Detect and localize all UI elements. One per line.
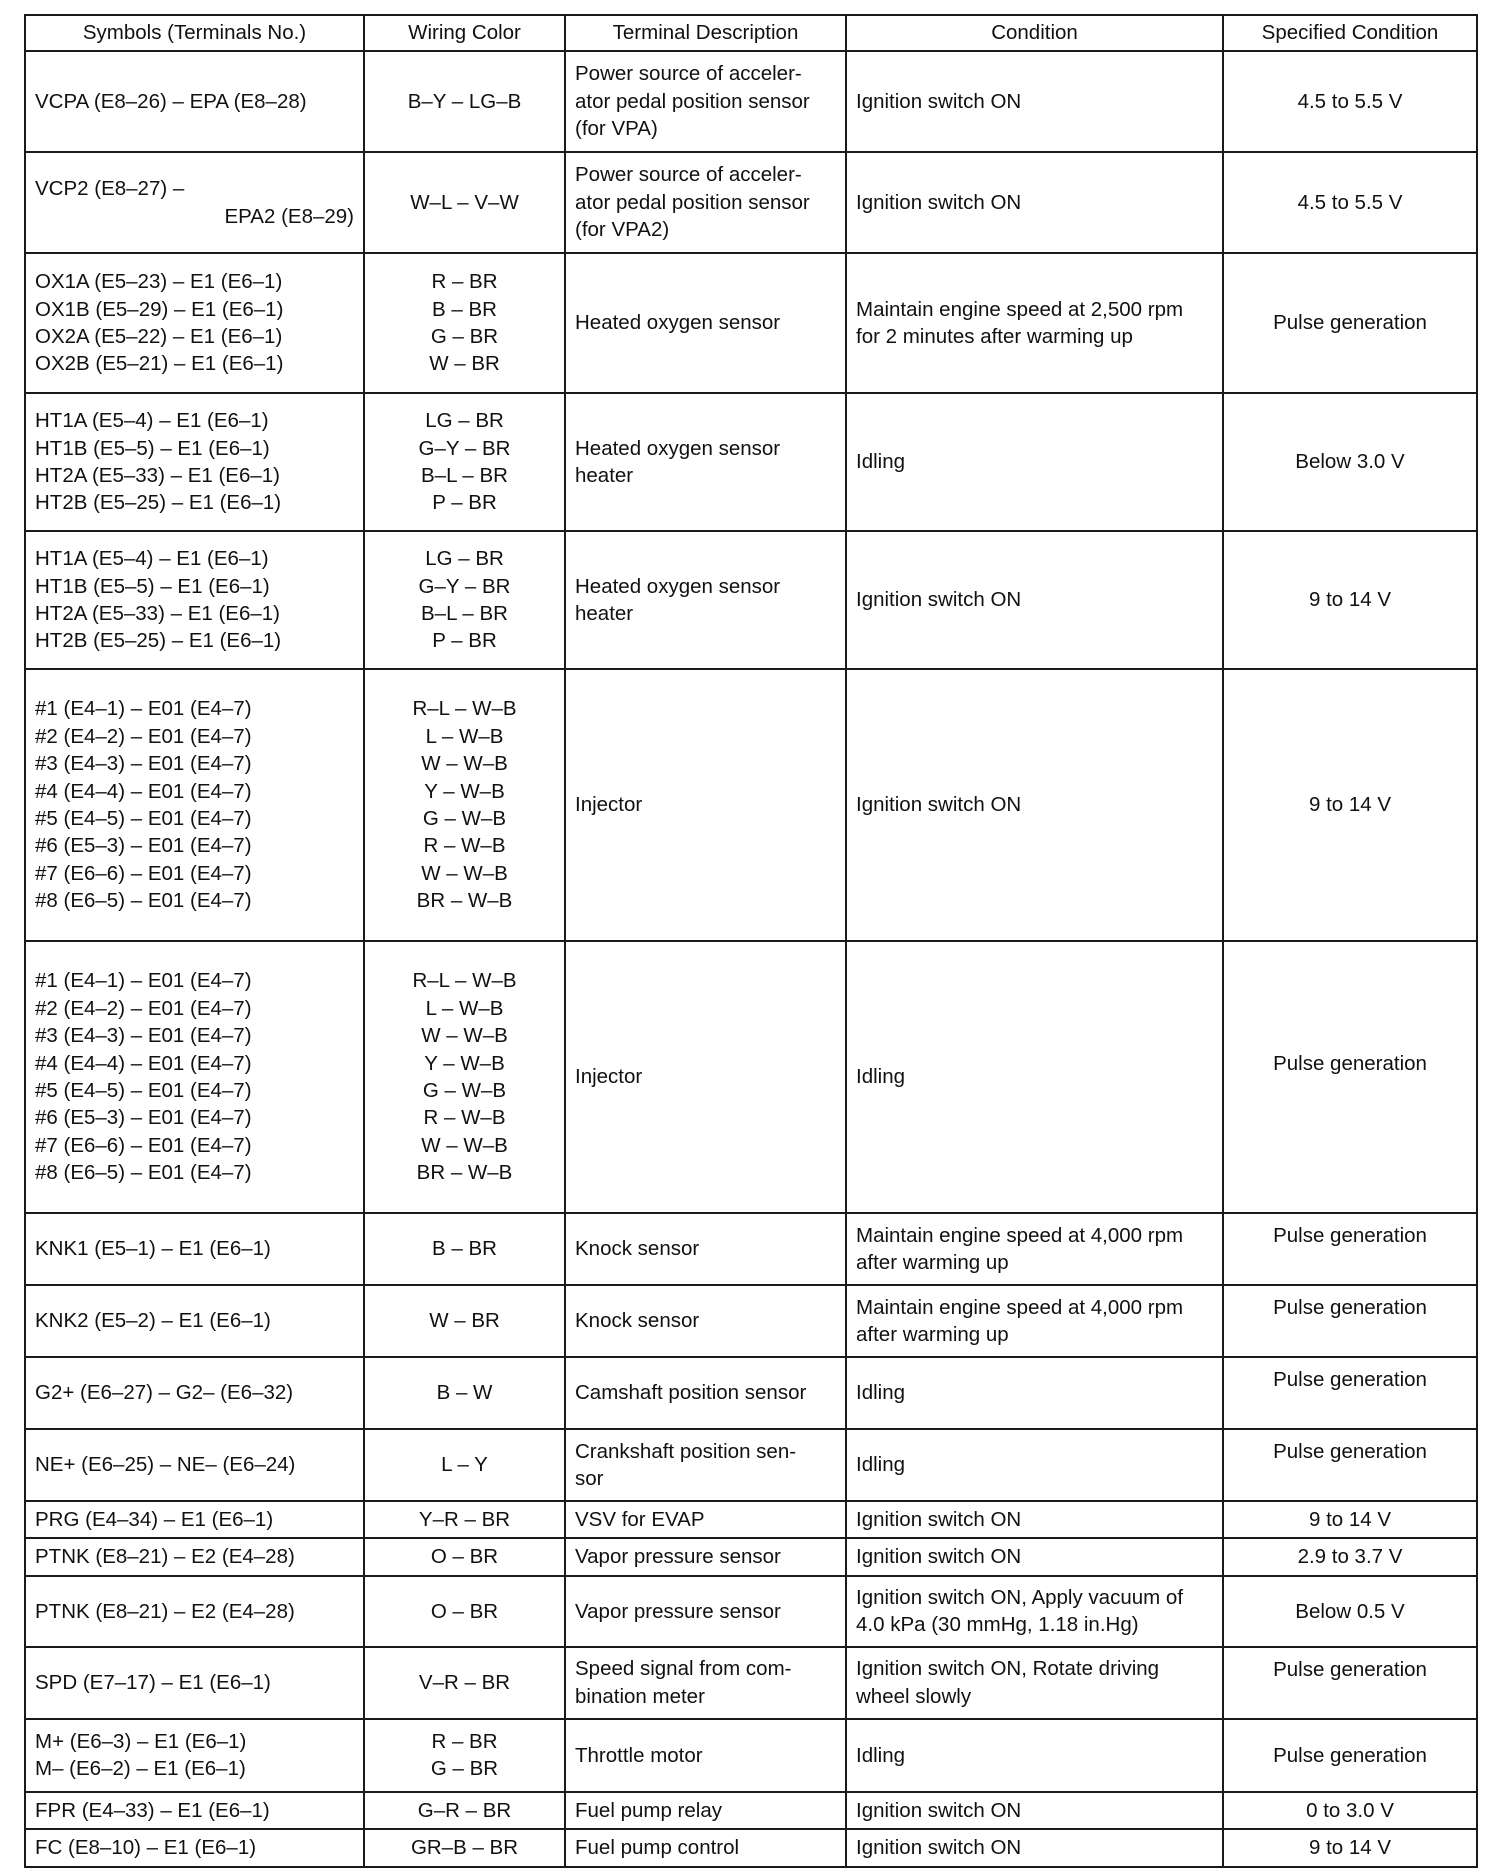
symbol-line: HT2A (E5–33) – E1 (E6–1) — [35, 602, 280, 625]
symbol-line: #8 (E6–5) – E01 (E4–7) — [35, 1161, 252, 1185]
wiring-cell — [364, 1792, 565, 1829]
wiring-cell — [364, 1576, 565, 1647]
wiring-line: G–Y – BR — [418, 436, 511, 460]
ecu-terminal-table — [24, 14, 1478, 1868]
description-cell — [565, 669, 846, 941]
table-row — [25, 1576, 1477, 1647]
wiring-line: L – Y — [441, 1453, 488, 1477]
condition-line: after warming up — [856, 1323, 1009, 1346]
condition-line: Ignition switch ON — [856, 1798, 1022, 1822]
wiring-cell — [364, 1647, 565, 1719]
description-cell — [565, 1538, 846, 1575]
spec-cell: Pulse generation — [1223, 1647, 1477, 1719]
header-specified-condition: Specified Condition — [1223, 15, 1477, 51]
table-row — [25, 393, 1477, 531]
symbol-line: #2 (E4–2) – E01 (E4–7) — [35, 996, 252, 1020]
wiring-cell — [364, 1213, 565, 1285]
table-row — [25, 1429, 1477, 1501]
wiring-line: W – W–B — [421, 1133, 508, 1157]
description-cell — [565, 1719, 846, 1792]
wiring-line: L – W–B — [425, 724, 504, 748]
symbols-cell — [25, 152, 364, 253]
spec-cell: Pulse generation — [1223, 1357, 1477, 1429]
wiring-cell — [364, 51, 565, 152]
wiring-line: R–L – W–B — [412, 697, 517, 721]
symbol-line: #8 (E6–5) – E01 (E4–7) — [35, 889, 252, 913]
symbol-line: PTNK (E8–21) – E2 (E4–28) — [35, 1545, 295, 1569]
condition-cell — [846, 1829, 1223, 1866]
spec-cell: 4.5 to 5.5 V — [1223, 51, 1477, 152]
symbol-line: #6 (E5–3) – E01 (E4–7) — [35, 1106, 252, 1130]
wiring-cell — [364, 1829, 565, 1866]
symbols-cell — [25, 531, 364, 669]
condition-cell — [846, 1792, 1223, 1829]
condition-line: for 2 minutes after warming up — [856, 325, 1133, 348]
table-row — [25, 152, 1477, 253]
table-row — [25, 1538, 1477, 1575]
description-line: Crankshaft position sen- — [575, 1439, 797, 1463]
condition-cell — [846, 152, 1223, 253]
wiring-line: GR–B – BR — [410, 1836, 519, 1860]
symbol-line: OX2B (E5–21) – E1 (E6–1) — [35, 352, 284, 376]
table-row — [25, 531, 1477, 669]
spec-cell: Pulse generation — [1223, 1429, 1477, 1501]
symbol-line: M+ (E6–3) – E1 (E6–1) — [35, 1729, 247, 1753]
symbols-cell — [25, 1213, 364, 1285]
symbols-cell — [25, 253, 364, 393]
wiring-line: R – W–B — [423, 1106, 506, 1130]
wiring-line: LG – BR — [425, 409, 504, 433]
table-row — [25, 1285, 1477, 1357]
description-cell — [565, 941, 846, 1213]
wiring-cell — [364, 393, 565, 531]
wiring-cell — [364, 1538, 565, 1575]
wiring-line: B–Y – LG–B — [407, 89, 522, 113]
condition-line: Ignition switch ON, Apply vacuum of — [856, 1585, 1184, 1609]
wiring-line: BR – W–B — [416, 889, 513, 913]
description-cell — [565, 152, 846, 253]
description-line: Knock sensor — [575, 1237, 700, 1261]
table-row — [25, 1829, 1477, 1866]
symbols-cell — [25, 1792, 364, 1829]
condition-line: Ignition switch ON — [856, 1545, 1022, 1569]
wiring-line: G – BR — [430, 325, 499, 348]
symbols-cell — [25, 1357, 364, 1429]
wiring-line: R – BR — [431, 270, 498, 294]
symbol-line: FPR (E4–33) – E1 (E6–1) — [35, 1798, 270, 1822]
condition-cell — [846, 941, 1223, 1213]
symbol-line: VCP2 (E8–27) – — [35, 177, 185, 201]
description-line: (for VPA) — [575, 117, 658, 141]
condition-cell — [846, 1501, 1223, 1538]
condition-line: Maintain engine speed at 4,000 rpm — [856, 1223, 1184, 1247]
symbols-cell — [25, 1429, 364, 1501]
symbol-line: HT1A (E5–4) – E1 (E6–1) — [35, 409, 269, 433]
symbol-line: PTNK (E8–21) – E2 (E4–28) — [35, 1599, 295, 1623]
wiring-line: W – BR — [429, 1309, 500, 1333]
description-line: Fuel pump relay — [575, 1798, 722, 1822]
table-row — [25, 1719, 1477, 1792]
symbols-cell — [25, 1647, 364, 1719]
wiring-line: B – BR — [432, 1237, 497, 1261]
condition-cell — [846, 1357, 1223, 1429]
table-row — [25, 941, 1477, 1213]
condition-line: Idling — [856, 1065, 906, 1089]
wiring-line: W – W–B — [421, 752, 508, 776]
condition-line: Ignition switch ON — [856, 588, 1022, 612]
condition-cell — [846, 1647, 1223, 1719]
table-row — [25, 1501, 1477, 1538]
wiring-cell — [364, 531, 565, 669]
condition-line: after warming up — [856, 1251, 1009, 1274]
wiring-line: LG – BR — [425, 547, 504, 571]
condition-cell — [846, 1213, 1223, 1285]
description-line: heater — [575, 602, 634, 625]
description-cell — [565, 1285, 846, 1357]
symbols-cell — [25, 1576, 364, 1647]
condition-cell — [846, 1285, 1223, 1357]
wiring-line: G – W–B — [422, 807, 507, 830]
condition-line: Idling — [856, 1381, 906, 1405]
wiring-line: R – BR — [431, 1729, 498, 1753]
symbol-line: #4 (E4–4) – E01 (E4–7) — [35, 1051, 252, 1075]
description-cell — [565, 1357, 846, 1429]
table-row — [25, 1357, 1477, 1429]
table-header-row — [25, 15, 1477, 51]
wiring-line: O – BR — [430, 1599, 499, 1623]
symbol-line: EPA2 (E8–29) — [224, 204, 354, 228]
condition-line: Ignition switch ON — [856, 89, 1022, 113]
condition-line: Idling — [856, 1453, 906, 1477]
condition-cell — [846, 1576, 1223, 1647]
symbol-line: #4 (E4–4) – E01 (E4–7) — [35, 779, 252, 803]
description-cell — [565, 1213, 846, 1285]
symbol-line: OX1A (E5–23) – E1 (E6–1) — [35, 270, 283, 294]
wiring-cell — [364, 1285, 565, 1357]
condition-line: Ignition switch ON — [856, 1508, 1022, 1531]
condition-line: Maintain engine speed at 4,000 rpm — [856, 1295, 1184, 1319]
spec-cell: Below 3.0 V — [1223, 393, 1477, 531]
symbol-line: OX2A (E5–22) – E1 (E6–1) — [35, 325, 283, 348]
symbol-line: FC (E8–10) – E1 (E6–1) — [35, 1836, 257, 1860]
description-line: Speed signal from com- — [575, 1657, 792, 1681]
symbol-line: HT1A (E5–4) – E1 (E6–1) — [35, 547, 269, 571]
symbol-line: #7 (E6–6) – E01 (E4–7) — [35, 861, 252, 885]
spec-cell: 9 to 14 V — [1223, 531, 1477, 669]
symbols-cell — [25, 393, 364, 531]
header-condition: Condition — [846, 15, 1223, 51]
wiring-line: BR – W–B — [416, 1161, 513, 1185]
symbol-line: SPD (E7–17) – E1 (E6–1) — [35, 1671, 271, 1695]
description-line: ator pedal position sensor — [575, 89, 810, 113]
symbol-line: M– (E6–2) – E1 (E6–1) — [35, 1757, 246, 1781]
condition-cell — [846, 1719, 1223, 1792]
condition-line: 4.0 kPa (30 mmHg, 1.18 in.Hg) — [856, 1613, 1139, 1637]
symbol-line: HT2B (E5–25) – E1 (E6–1) — [35, 629, 282, 653]
wiring-line: G–R – BR — [417, 1798, 512, 1822]
description-line: VSV for EVAP — [575, 1508, 705, 1531]
condition-cell — [846, 253, 1223, 393]
wiring-line: G – W–B — [422, 1079, 507, 1102]
description-line: heater — [575, 464, 634, 487]
spec-cell: Pulse generation — [1223, 253, 1477, 393]
symbol-line: KNK2 (E5–2) – E1 (E6–1) — [35, 1309, 271, 1333]
wiring-line: W–L – V–W — [410, 190, 519, 214]
spec-cell: Pulse generation — [1223, 1213, 1477, 1285]
wiring-cell — [364, 152, 565, 253]
wiring-line: O – BR — [430, 1545, 499, 1569]
description-cell — [565, 1576, 846, 1647]
wiring-line: G – BR — [430, 1757, 499, 1781]
wiring-line: Y – W–B — [424, 779, 505, 803]
symbol-line: #3 (E4–3) – E01 (E4–7) — [35, 752, 252, 776]
wiring-line: W – BR — [429, 352, 500, 376]
description-cell — [565, 1647, 846, 1719]
symbol-line: G2+ (E6–27) – G2– (E6–32) — [35, 1381, 294, 1405]
wiring-line: B – BR — [432, 297, 497, 321]
condition-cell — [846, 393, 1223, 531]
description-cell — [565, 1829, 846, 1866]
wiring-line: P – BR — [432, 629, 497, 653]
symbol-line: HT1B (E5–5) – E1 (E6–1) — [35, 436, 270, 460]
description-line: Power source of acceler- — [575, 62, 802, 86]
description-cell — [565, 51, 846, 152]
header-terminal-description: Terminal Description — [565, 15, 846, 51]
description-line: Injector — [575, 793, 643, 817]
condition-line: Ignition switch ON — [856, 190, 1022, 214]
condition-cell — [846, 669, 1223, 941]
symbol-line: #2 (E4–2) – E01 (E4–7) — [35, 724, 252, 748]
table-row — [25, 1213, 1477, 1285]
table-row — [25, 1792, 1477, 1829]
symbols-cell — [25, 1719, 364, 1792]
description-line: Heated oxygen sensor — [575, 311, 781, 335]
description-line: Heated oxygen sensor — [575, 436, 781, 460]
table-row — [25, 51, 1477, 152]
symbol-line: OX1B (E5–29) – E1 (E6–1) — [35, 297, 284, 321]
spec-cell: 9 to 14 V — [1223, 669, 1477, 941]
table-row — [25, 1647, 1477, 1719]
wiring-line: L – W–B — [425, 996, 504, 1020]
wiring-line: W – W–B — [421, 861, 508, 885]
wiring-line: Y–R – BR — [418, 1508, 511, 1531]
description-line: Fuel pump control — [575, 1836, 740, 1860]
symbol-line: #5 (E4–5) – E01 (E4–7) — [35, 807, 252, 830]
symbols-cell — [25, 669, 364, 941]
condition-line: Ignition switch ON — [856, 793, 1022, 817]
symbol-line: #5 (E4–5) – E01 (E4–7) — [35, 1079, 252, 1102]
wiring-line: R – W–B — [423, 834, 506, 858]
table-row — [25, 253, 1477, 393]
description-line: Power source of acceler- — [575, 163, 802, 187]
wiring-cell — [364, 941, 565, 1213]
wiring-line: R–L – W–B — [412, 969, 517, 993]
spec-cell: 9 to 14 V — [1223, 1829, 1477, 1866]
condition-cell — [846, 51, 1223, 152]
spec-cell: Pulse generation — [1223, 1719, 1477, 1792]
description-line: (for VPA2) — [575, 218, 670, 242]
symbols-cell — [25, 1501, 364, 1538]
condition-line: Ignition switch ON, Rotate driving — [856, 1657, 1160, 1681]
spec-cell: 0 to 3.0 V — [1223, 1792, 1477, 1829]
wiring-line: W – W–B — [421, 1024, 508, 1048]
condition-cell — [846, 1538, 1223, 1575]
wiring-line: Y – W–B — [424, 1051, 505, 1075]
description-cell — [565, 1429, 846, 1501]
header-wiring-color: Wiring Color — [364, 15, 565, 51]
symbol-line: #1 (E4–1) – E01 (E4–7) — [35, 697, 252, 721]
condition-line: Idling — [856, 450, 906, 474]
wiring-cell — [364, 1429, 565, 1501]
wiring-cell — [364, 669, 565, 941]
spec-cell: Pulse generation — [1223, 1285, 1477, 1357]
condition-line: Idling — [856, 1743, 906, 1767]
condition-line: Maintain engine speed at 2,500 rpm — [856, 297, 1184, 321]
symbol-line: VCPA (E8–26) – EPA (E8–28) — [35, 89, 307, 113]
description-line: Camshaft position sensor — [575, 1381, 807, 1405]
description-cell — [565, 531, 846, 669]
condition-line: wheel slowly — [856, 1684, 972, 1708]
symbol-line: PRG (E4–34) – E1 (E6–1) — [35, 1508, 274, 1531]
spec-cell: Below 0.5 V — [1223, 1576, 1477, 1647]
symbol-line: HT2B (E5–25) – E1 (E6–1) — [35, 491, 282, 515]
wiring-cell — [364, 1719, 565, 1792]
symbol-line: HT1B (E5–5) – E1 (E6–1) — [35, 574, 270, 598]
symbols-cell — [25, 1829, 364, 1866]
symbol-line: HT2A (E5–33) – E1 (E6–1) — [35, 464, 280, 487]
description-cell — [565, 253, 846, 393]
wiring-line: B–L – BR — [421, 602, 508, 625]
symbol-line: #6 (E5–3) – E01 (E4–7) — [35, 834, 252, 858]
symbols-cell — [25, 51, 364, 152]
table-row — [25, 669, 1477, 941]
header-symbols: Symbols (Terminals No.) — [25, 15, 364, 51]
symbol-line: NE+ (E6–25) – NE– (E6–24) — [35, 1453, 296, 1477]
condition-cell — [846, 531, 1223, 669]
wiring-cell — [364, 253, 565, 393]
description-line: bination meter — [575, 1684, 705, 1708]
spec-cell: 4.5 to 5.5 V — [1223, 152, 1477, 253]
symbol-line: #1 (E4–1) – E01 (E4–7) — [35, 969, 252, 993]
description-cell — [565, 393, 846, 531]
wiring-line: B – W — [436, 1381, 493, 1405]
condition-line: Ignition switch ON — [856, 1836, 1022, 1860]
wiring-line: V–R – BR — [418, 1671, 511, 1695]
description-line: Vapor pressure sensor — [575, 1545, 781, 1569]
description-cell — [565, 1792, 846, 1829]
description-line: Vapor pressure sensor — [575, 1599, 781, 1623]
description-cell — [565, 1501, 846, 1538]
symbol-line: #7 (E6–6) – E01 (E4–7) — [35, 1133, 252, 1157]
wiring-line: P – BR — [432, 491, 497, 515]
symbols-cell — [25, 1538, 364, 1575]
description-line: Knock sensor — [575, 1309, 700, 1333]
description-line: ator pedal position sensor — [575, 190, 810, 214]
wiring-line: B–L – BR — [421, 464, 508, 487]
description-line: Heated oxygen sensor — [575, 574, 781, 598]
symbol-line: #3 (E4–3) – E01 (E4–7) — [35, 1024, 252, 1048]
spec-cell: 2.9 to 3.7 V — [1223, 1538, 1477, 1575]
wiring-cell — [364, 1357, 565, 1429]
wiring-line: G–Y – BR — [418, 574, 511, 598]
spec-cell: 9 to 14 V — [1223, 1501, 1477, 1538]
symbols-cell — [25, 1285, 364, 1357]
symbols-cell — [25, 941, 364, 1213]
wiring-cell — [364, 1501, 565, 1538]
description-line: Throttle motor — [575, 1743, 703, 1767]
description-line: sor — [575, 1467, 604, 1490]
symbol-line: KNK1 (E5–1) – E1 (E6–1) — [35, 1237, 271, 1261]
condition-cell — [846, 1429, 1223, 1501]
spec-cell: Pulse generation — [1223, 941, 1477, 1213]
description-line: Injector — [575, 1065, 643, 1089]
